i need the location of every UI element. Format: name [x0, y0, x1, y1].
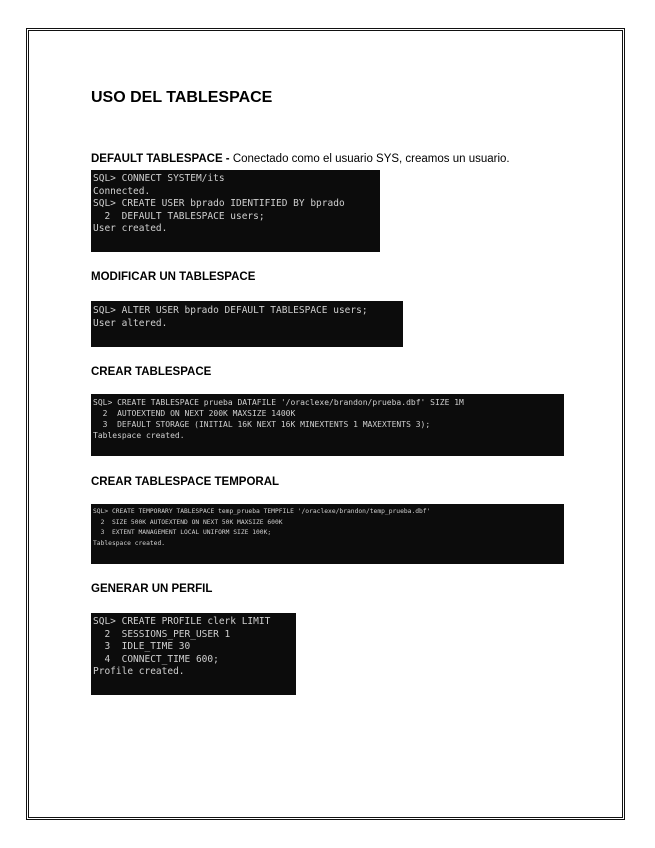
console-line: 3 DEFAULT STORAGE (INITIAL 16K NEXT 16K MINEXTENTS 1 MAXEXTENTS 3);: [93, 420, 431, 429]
console-profile: [91, 613, 296, 695]
console-line: Profile created.: [93, 666, 185, 677]
page-title: USO DEL TABLESPACE: [91, 89, 273, 106]
default-tablespace-description: Conectado como el usuario SYS, creamos un usuario.: [229, 152, 510, 165]
console-line: SQL> ALTER USER bprado DEFAULT TABLESPACE users;: [93, 305, 368, 316]
console-line: 2 SESSIONS_PER_USER 1: [93, 628, 231, 640]
console-modify-tablespace: [91, 301, 403, 347]
console-line: Connected.: [93, 185, 151, 197]
modify-tablespace-heading: MODIFICAR UN TABLESPACE: [91, 271, 256, 283]
profile-heading: GENERAR UN PERFIL: [91, 583, 213, 595]
console-default-tablespace: [91, 170, 380, 252]
console-line: 3 IDLE_TIME 30: [93, 641, 191, 652]
console-line: 2 SIZE 500K AUTOEXTEND ON NEXT 50K MAXSIZE 600K: [93, 518, 283, 526]
console-line: Tablespace created.: [93, 431, 185, 440]
console-line: SQL> CONNECT SYSTEM/its: [93, 173, 225, 184]
console-line: User created.: [93, 223, 168, 234]
console-line: SQL> CREATE TEMPORARY TABLESPACE temp_prueba TEMPFILE '/oraclexe/brandon/temp_prueba.dbf': [93, 508, 431, 515]
temporary-tablespace-heading: CREAR TABLESPACE TEMPORAL: [91, 476, 280, 488]
console-line: SQL> CREATE PROFILE clerk LIMIT: [93, 616, 271, 627]
default-tablespace-heading: DEFAULT TABLESPACE -: [91, 152, 230, 165]
console-line: 2 AUTOEXTEND ON NEXT 200K MAXSIZE 1400K: [93, 409, 296, 418]
console-line: SQL> CREATE TABLESPACE prueba DATAFILE '/oraclexe/brandon/prueba.dbf' SIZE 1M: [93, 398, 464, 407]
default-tablespace-paragraph: [91, 153, 510, 165]
console-line: SQL> CREATE USER bprado IDENTIFIED BY bprado: [93, 198, 345, 209]
console-line: 4 CONNECT_TIME 600;: [93, 653, 219, 665]
console-line: 3 EXTENT MANAGEMENT LOCAL UNIFORM SIZE 100K;: [93, 529, 272, 536]
console-line: Tablespace created.: [93, 539, 166, 547]
console-create-tablespace: [91, 394, 564, 456]
console-temporary-tablespace: [91, 504, 564, 564]
create-tablespace-heading: CREAR TABLESPACE: [91, 366, 212, 378]
console-line: User altered.: [93, 318, 168, 329]
console-line: 2 DEFAULT TABLESPACE users;: [93, 210, 265, 222]
